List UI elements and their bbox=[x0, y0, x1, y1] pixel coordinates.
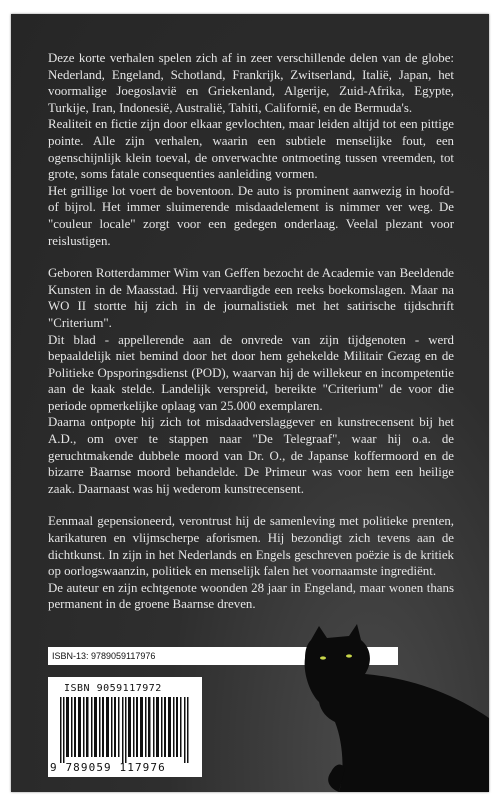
black-cat-silhouette bbox=[189, 622, 489, 792]
paragraph-residence: De auteur en zijn echtgenote woonden 28 jaar in Engeland, maar wonen thans permanent in de groene Baarnse dreven. bbox=[48, 580, 454, 612]
spacer bbox=[48, 249, 454, 265]
barcode-digits: 9 789059 117976 bbox=[50, 761, 166, 774]
paragraph-lot: Het grillige lot voert de boventoon. De auto is prominent aanwezig in hoofd- of bijrol. Het immer sluimerende misdaadelement is nimmer ver weg. De "couleur locale" zorgt voor een gedegen onderlaag. Veelal plezant voor reislustigen. bbox=[48, 183, 454, 248]
isbn13-label: ISBN-13: 9789059117976 bbox=[48, 647, 398, 665]
paragraph-locations: Deze korte verhalen spelen zich af in zeer verschillende delen van de globe: Nederland, Engeland, Schotland, Frankrijk, Zwitserland, Italië, Japan, het voormalige Joegoslavië en Griekenland, Algerije, Zuid-Afrika, Egypte, Turkije, Iran, Indonesië, Australië, Tahiti, Californië, en de Bermuda's. bbox=[48, 51, 454, 115]
spacer bbox=[48, 497, 454, 513]
barcode-icon bbox=[60, 697, 190, 763]
paragraph-journalist: Daarna ontpopte hij zich tot misdaadverslaggever en kunstrecensent bij het A.D., om over te stappen naar "De Telegraaf", waar hij o.a. de geruchtmakende dubbele moord van Dr. O., de Japanse koffermoord en de bizarre Baarnse moord behandelde. De Primeur was voor hem een heilige zaak. Daarnaast was hij wederom kunstrecensent. bbox=[48, 415, 454, 496]
paragraph-retired: Eenmaal gepensioneerd, verontrust hij de samenleving met politieke prenten, karikaturen en vlijmscherpe aforismen. Hij bezondigt zich tevens aan de dichtkunst. In zijn in het Nederlands en Engels geschreven poëzie is de kritiek op oorlogswaanzin, politiek en menselijk falen het voornaamste ingrediënt. bbox=[48, 514, 454, 579]
blurb-text bbox=[48, 50, 454, 613]
paragraph-criterium: Dit blad - appellerende aan de onvrede van zijn tijdgenoten - werd bepaaldelijk niet bemind door het door hem gehekelde Militair Gezag en de Politieke Opsporingsdienst (POD), waarvan hij de willekeur en incompetentie aan de kaak stelde. Landelijk verspreid, bereikte "Criterium" de voor die periode opmerkelijke oplaag van 25.000 exemplaren. bbox=[48, 332, 454, 413]
paragraph-realiteit: Realiteit en fictie zijn door elkaar gevlochten, maar leiden altijd tot een pittige pointe. Alle zijn verhalen, waarin een subtiele menselijke fout, een ogenschijnlijk klein toeval, de onverwachte ontmoeting tussen vreemden, tot grote, soms fatale consequenties aanleiding vormen. bbox=[48, 117, 454, 182]
isbn10-label: ISBN 9059117972 bbox=[64, 683, 162, 694]
book-back-cover bbox=[11, 14, 489, 792]
paragraph-bio: Geboren Rotterdammer Wim van Geffen bezocht de Academie van Beeldende Kunsten in de Maasstad. Hij vervaardigde een reeks boekomslagen. Maar na WO II stortte hij zich in de journalistiek met het satirische tijdschrift "Criterium". bbox=[48, 266, 454, 330]
barcode-box bbox=[48, 677, 202, 777]
